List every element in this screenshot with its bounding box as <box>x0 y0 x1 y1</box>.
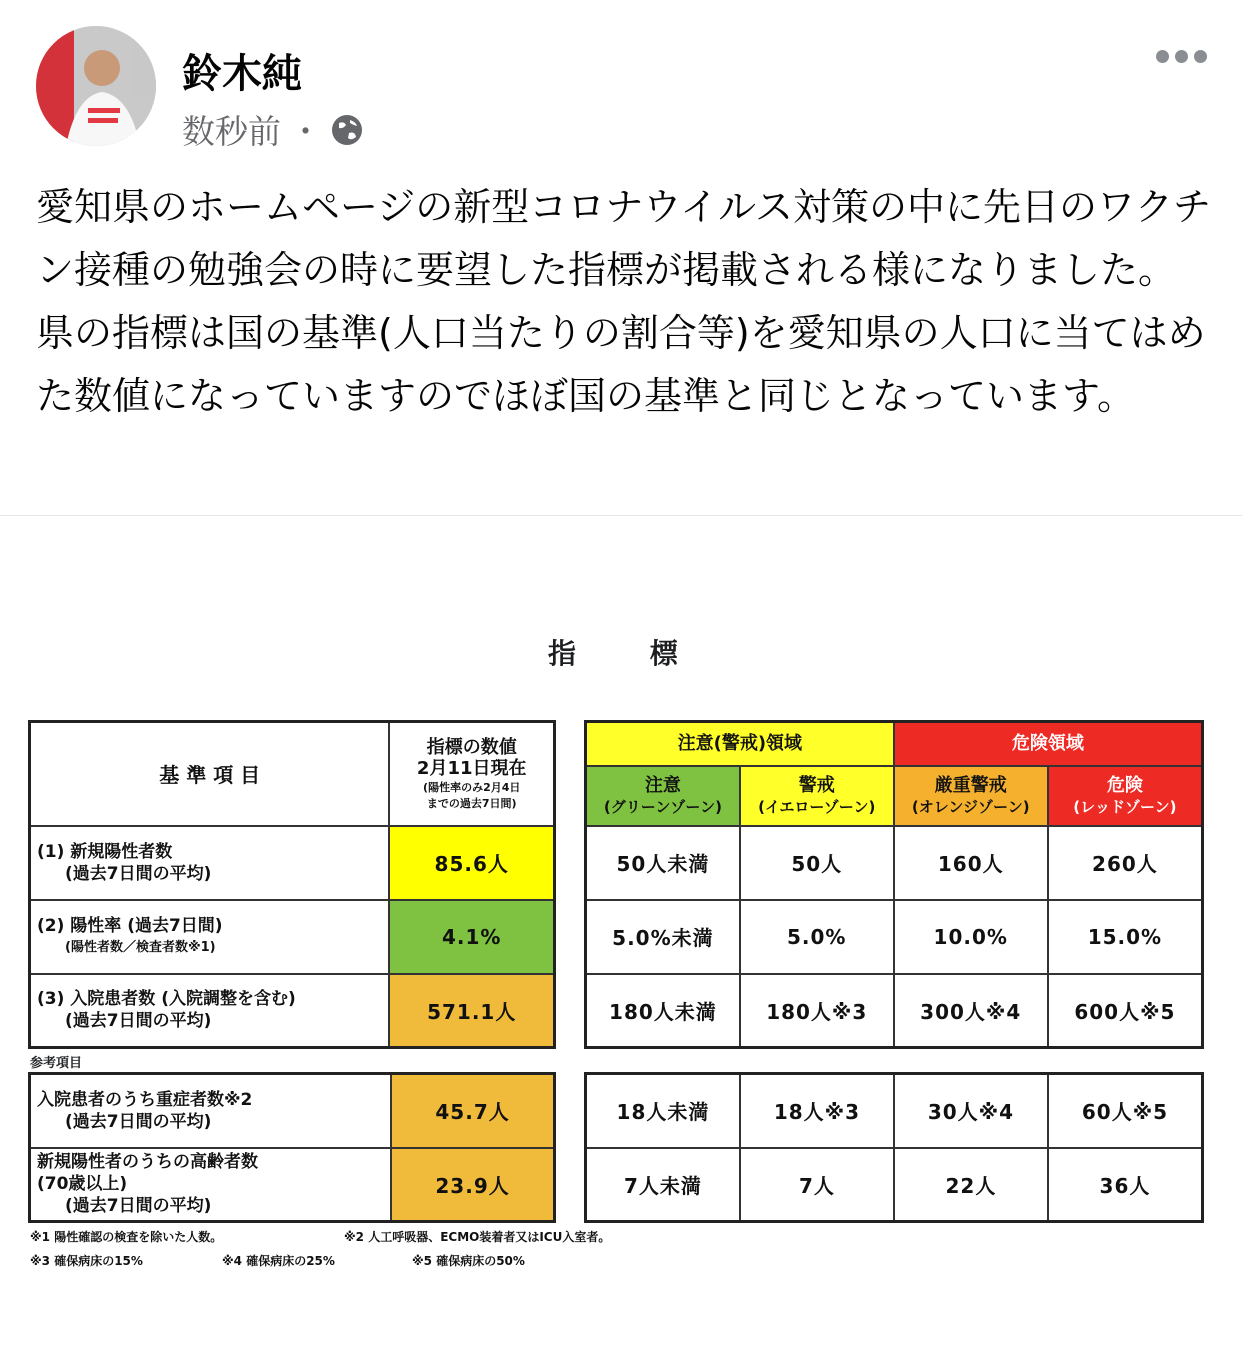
value-cell: 85.6人 <box>389 826 554 900</box>
yellow-zone-header: 警戒 (イエローゾーン) <box>740 766 894 826</box>
footnote-3: ※3 確保病床の15% <box>30 1254 143 1268</box>
table-row: 7人未満 7人 22人 36人 <box>586 1148 1203 1222</box>
table-row: 新規陽性者のうちの高齢者数 (70歳以上) (過去7日間の平均) 23.9人 <box>30 1148 555 1222</box>
red-zone-header: 危険 (レッドゾーン) <box>1048 766 1203 826</box>
table-row: (2) 陽性率 (過去7日間) (陽性者数／検査者数※1) 4.1% <box>30 900 555 974</box>
table-row: 入院患者のうち重症者数※2 (過去7日間の平均) 45.7人 <box>30 1074 555 1148</box>
table-row: 50人未満 50人 160人 260人 <box>586 826 1203 900</box>
orange-zone-header: 厳重警戒 (オレンジゾーン) <box>894 766 1048 826</box>
value-cell: 45.7人 <box>391 1074 554 1148</box>
header-item: 基 準 項 目 <box>30 722 390 826</box>
avatar[interactable] <box>36 26 156 146</box>
table-row: 180人未満 180人※3 300人※4 600人※5 <box>586 974 1203 1048</box>
value-cell: 23.9人 <box>391 1148 554 1222</box>
author-name[interactable]: 鈴木純 <box>182 51 302 97</box>
footnote-1: ※1 陽性確認の検査を除いた人数。 <box>30 1230 223 1244</box>
avatar-photo <box>36 26 156 146</box>
caution-group-header: 注意(警戒)領域 <box>586 722 894 766</box>
globe-icon <box>330 113 364 147</box>
zone-table <box>584 720 1204 1049</box>
table-row: (1) 新規陽性者数 (過去7日間の平均) 85.6人 <box>30 826 555 900</box>
reference-table <box>28 1072 556 1223</box>
table-row: 18人未満 18人※3 30人※4 60人※5 <box>586 1074 1203 1148</box>
footnote-2: ※2 人工呼吸器、ECMO装着者又はICU入室者。 <box>344 1230 611 1244</box>
green-zone-header: 注意 (グリーンゾーン) <box>586 766 740 826</box>
table-row: 5.0%未満 5.0% 10.0% 15.0% <box>586 900 1203 974</box>
reference-title: 参考項目 <box>30 1056 83 1071</box>
footnote-5: ※5 確保病床の50% <box>412 1254 525 1268</box>
more-options-icon[interactable] <box>1156 44 1208 68</box>
post-text: 愛知県のホームページの新型コロナウイルス対策の中に先日のワクチン接種の勉強会の時に要望した指標が掲載される様になりました。県の指標は国の基準(人口当たりの割合等)を愛知県の人口に当てはめた数値になっていますのでほぼ国の基準と同じとなっています。 <box>36 185 1211 418</box>
value-cell: 4.1% <box>389 900 554 974</box>
header-value: 指標の数値 2月11日現在 (陽性率のみ2月4日 までの過去7日間) <box>389 722 554 826</box>
footnote-4: ※4 確保病床の25% <box>222 1254 335 1268</box>
danger-group-header: 危険領域 <box>894 722 1203 766</box>
separator: ・ <box>289 112 322 151</box>
table-row: (3) 入院患者数 (入院調整を含む) (過去7日間の平均) 571.1人 <box>30 974 555 1048</box>
zone-reference-table <box>584 1072 1204 1223</box>
indicator-table <box>28 720 556 1049</box>
doc-title: 指 標 <box>548 637 680 670</box>
post-meta <box>182 106 364 153</box>
value-cell: 571.1人 <box>389 974 554 1048</box>
timestamp[interactable]: 数秒前 <box>182 112 281 151</box>
